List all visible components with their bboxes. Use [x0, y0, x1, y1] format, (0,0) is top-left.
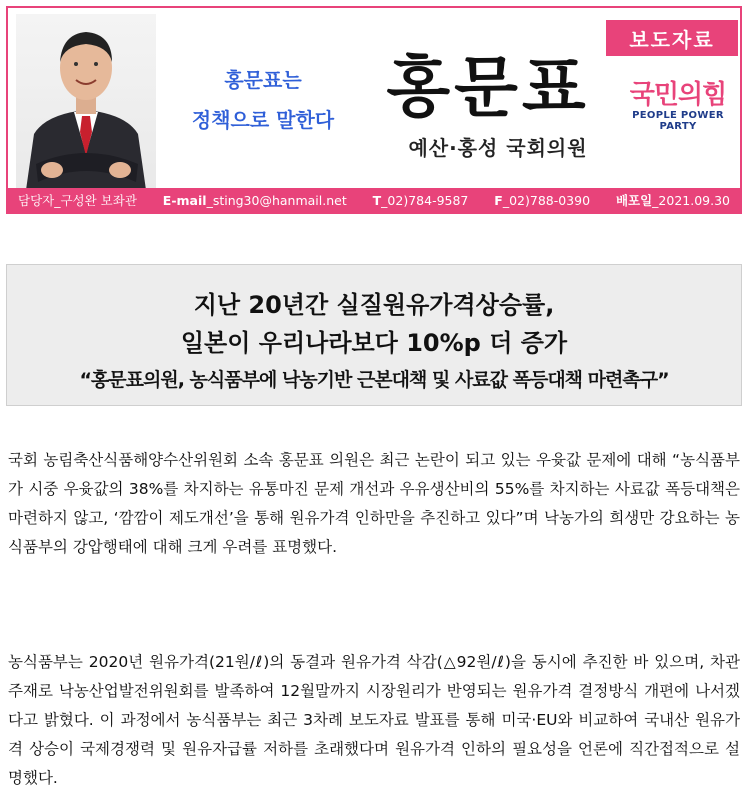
- headline-line-2: 일본이 우리나라보다 10%p 더 증가: [180, 329, 568, 357]
- release-date: [616, 191, 730, 209]
- press-release-header: [6, 6, 742, 214]
- slogan-line-2: 정책으로 말한다: [191, 108, 335, 132]
- slogan: [168, 60, 358, 140]
- contact-bar: [8, 188, 740, 212]
- headline-box: [6, 264, 742, 406]
- lawmaker-photo: [16, 14, 156, 190]
- party-logo: [618, 80, 738, 132]
- slogan-line-1: 홍문표는: [224, 68, 302, 92]
- press-release-badge: 보도자료: [606, 20, 738, 56]
- fax-label: F: [494, 192, 503, 208]
- email-contact: [163, 193, 347, 208]
- email-label: E-mail: [162, 192, 207, 208]
- lawmaker-name: 홍문표: [386, 48, 590, 126]
- body-paragraph-1: 국회 농림축산식품해양수산위원회 소속 홍문표 의원은 최근 논란이 되고 있는 우윳값 문제에 대해 “농식품부가 시중 우윳값의 38%를 차지하는 유통마진 문제 개선과 우유생산비의 55%를 차지하는 사료값 폭등대책은 마련하지 않고, ‘깜깜이 제도개선’을 통해 원유가격 인하만을 추진하고 있다”며 낙농가의 희생만 강요하는 농식품부의 강압행태에 대해 크게 우려를 표명했다.: [8, 451, 740, 556]
- staff-contact: 담당자_구성완 보좌관: [18, 193, 137, 208]
- body-paragraph-2: 농식품부는 2020년 원유가격(21원/ℓ)의 동결과 원유가격 삭감(△92원/ℓ)을 동시에 추진한 바 있으며, 차관 주재로 낙농산업발전위원회를 발족하여 12월말까지 시장원리가 반영되는 원유가격 결정방식 개편에 나서겠다고 밝혔다. 이 과정에서 농식품부는 최근 3차례 보도자료 발표를 통해 미국·EU와 비교하여 국내산 원유가격 상승이 국제경쟁력 및 원유자급률 저하를 초래했다며 원유가격 인하의 필요성을 언론에 직간접적으로 설명했다.: [8, 653, 740, 787]
- headline-line-1: 지난 20년간 실질원유가격상승률,: [193, 291, 555, 319]
- party-name-english: PEOPLE POWER PARTY: [632, 110, 724, 132]
- date-label: 배포일: [615, 193, 653, 208]
- tel-label: T: [372, 192, 382, 208]
- email-value: _sting30@hanmail.net: [206, 192, 347, 208]
- tel-value: _02)784-9587: [381, 192, 469, 208]
- party-name-korean: 국민의힘: [629, 80, 727, 110]
- date-value: _2021.09.30: [652, 193, 730, 208]
- headline-subtitle: “홍문표의원, 농식품부에 낙농기반 근본대책 및 사료값 폭등대책 마련촉구”: [79, 369, 669, 391]
- person-illustration-icon: [16, 14, 156, 190]
- fax-contact: [494, 193, 590, 208]
- lawmaker-title: 예산·홍성 국회의원: [408, 136, 588, 160]
- tel-contact: [373, 193, 469, 208]
- fax-value: _02)788-0390: [502, 192, 591, 208]
